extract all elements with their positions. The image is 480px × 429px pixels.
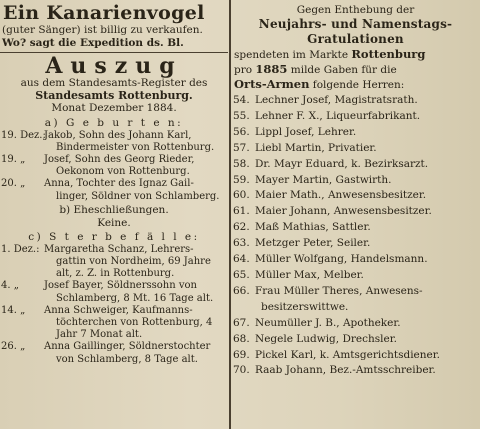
donor-number: 61. [233, 205, 250, 218]
donor-name: Dr. Mayr Eduard, k. Bezirksarzt. [255, 157, 429, 170]
donor-entry [233, 236, 478, 252]
donor-entry [233, 141, 478, 157]
death-entry-text: alt, z. Z. in Rottenburg. [56, 268, 175, 280]
deaths-list [0, 244, 228, 366]
classified-ad [0, 2, 228, 50]
death-entry-date: 14. „ [1, 304, 26, 316]
donor-number: 69. [233, 348, 250, 361]
birth-entry-text: Oekonom von Rottenburg. [56, 166, 190, 178]
donor-number: 57. [233, 141, 250, 154]
death-entry-date: 4. „ [1, 280, 19, 292]
donor-number: 65. [233, 268, 250, 281]
donor-name: Liebl Martin, Privatier. [255, 141, 377, 154]
birth-entry-date: 19. „ [1, 153, 26, 165]
right-column [233, 0, 478, 429]
donor-entry [233, 220, 478, 236]
donor-number: 58. [233, 157, 250, 170]
donor-name: Lehner F. X., Liqueurfabrikant. [255, 109, 421, 122]
birth-entry-text: Jakob, Sohn des Johann Karl, [44, 129, 192, 141]
donor-number: 59. [233, 173, 250, 186]
birth-entry-text: Anna, Tochter des Ignaz Gail- [44, 178, 194, 190]
marriages-heading: b) Eheschließungen. [59, 203, 169, 216]
intro-line-5-text-a: pro [234, 64, 256, 76]
donor-name: Lippl Josef, Lehrer. [255, 125, 357, 138]
donor-name: Müller Wolfgang, Handelsmann. [255, 253, 428, 266]
donor-name: Maier Math., Anwesensbesitzer. [255, 189, 427, 202]
death-entry-date: 1. Dez.: [1, 243, 40, 255]
donor-name: Negele Ludwig, Drechsler. [255, 332, 397, 345]
intro-line-2: Neujahrs- und Namenstags- [258, 17, 453, 31]
death-entry-text: Anna Gaillinger, Söldnerstochter [44, 341, 211, 353]
birth-entry-date: 19. Dez.: [1, 129, 46, 141]
donor-name: Müller Max, Melber. [255, 268, 364, 281]
donor-number: 68. [233, 332, 250, 345]
donor-number: 67. [233, 316, 250, 329]
death-entry-text: Schlamberg, 8 Mt. 16 Tage alt. [56, 292, 214, 304]
death-entry-text: töchterchen von Rottenburg, 4 [56, 316, 213, 328]
donor-entry [233, 188, 478, 204]
auszug-title: Auszug [45, 53, 183, 79]
intro-line-4 [233, 47, 478, 62]
births-heading: a) G e b u r t e n: [44, 116, 184, 129]
marriages-none: Keine. [97, 216, 131, 229]
death-entry [0, 341, 228, 365]
donor-entry [233, 204, 478, 220]
death-entry-text: Josef Bayer, Söldnerssohn von [44, 280, 197, 292]
donor-entry [233, 252, 478, 268]
donor-name: Mayer Martin, Gastwirth. [255, 173, 392, 186]
intro-line-5 [233, 62, 478, 77]
donor-number: 55. [233, 109, 250, 122]
donor-name: Maier Johann, Anwesensbesitzer. [255, 205, 432, 218]
donor-name: Raab Johann, Bez.-Amtsschreiber. [255, 364, 436, 377]
birth-entry [0, 154, 228, 178]
donor-number: 62. [233, 221, 250, 234]
deaths-heading: c) S t e r b e f ä l l e: [28, 230, 200, 243]
intro-line-6-text: folgende Herren: [309, 79, 405, 91]
auszug-line-2: Standesamts Rottenburg. [35, 88, 193, 102]
intro-line-6-bold: Orts-Armen [234, 77, 310, 91]
donor-number: 64. [233, 253, 250, 266]
donor-entry [233, 93, 478, 109]
donor-entry [233, 284, 478, 300]
birth-entry-text: linger, Söldner von Schlamberg. [56, 190, 220, 202]
auszug-line-1: aus dem Standesamts-Register des [20, 77, 208, 89]
death-entry-text: Jahr 7 Monat alt. [56, 329, 143, 341]
donor-entry [233, 157, 478, 173]
donor-entry [233, 363, 478, 379]
intro-line-3: Gratulationen [307, 32, 404, 46]
birth-entry-text: Josef, Sohn des Georg Rieder, [44, 153, 195, 165]
donor-number: 63. [233, 237, 250, 250]
donor-name: Maß Mathias, Sattler. [255, 221, 371, 234]
death-entry-text: Margaretha Schanz, Lehrers- [44, 243, 194, 255]
donor-number: 60. [233, 189, 250, 202]
donor-name: Lechner Josef, Magistratsrath. [255, 94, 418, 106]
left-column [0, 0, 228, 429]
intro-line-4-place: Rottenburg [351, 47, 426, 61]
intro-line-4-text: spendeten im Markte [234, 49, 352, 61]
donor-list [233, 93, 478, 379]
birth-entry [0, 178, 228, 202]
donor-name: Metzger Peter, Seiler. [255, 237, 371, 250]
birth-entry [0, 130, 228, 154]
donor-entry [233, 173, 478, 189]
donor-name: Pickel Karl, k. Amtsgerichtsdiener. [255, 348, 440, 361]
death-entry [0, 305, 228, 342]
donor-entry [233, 125, 478, 141]
ad-title: Ein Kanarienvogel [3, 2, 205, 24]
intro-line-5-text-b: milde Gaben für die [287, 64, 397, 76]
death-entry-text: Anna Schweiger, Kaufmanns- [44, 304, 193, 316]
birth-entry-text: Bindermeister von Rottenburg. [56, 141, 215, 153]
death-entry-date: 26. „ [1, 341, 26, 353]
death-entry-text: von Schlamberg, 8 Tage alt. [56, 353, 198, 365]
donor-entry [233, 316, 478, 332]
births-list [0, 130, 228, 203]
death-entry [0, 244, 228, 281]
donor-entry [233, 332, 478, 348]
ad-line-2: Wo? sagt die Expedition ds. Bl. [2, 37, 184, 49]
donor-entry [233, 348, 478, 364]
donor-entry [233, 109, 478, 125]
auszug-section [0, 55, 228, 366]
intro-line-1: Gegen Enthebung der [296, 4, 415, 16]
donor-name: Frau Müller Theres, Anwesens- [255, 284, 423, 297]
death-entry [0, 280, 228, 304]
intro-line-6 [233, 77, 478, 92]
birth-entry-date: 20. „ [1, 178, 26, 190]
column-divider [229, 0, 231, 429]
donor-number: 66. [233, 284, 250, 297]
intro-line-5-year: 1885 [255, 62, 288, 76]
donor-number: 56. [233, 125, 250, 138]
donor-number: 70. [233, 364, 250, 377]
donor-name: Neumüller J. B., Apotheker. [255, 316, 401, 329]
death-entry-text: gattin von Nordheim, 69 Jahre [56, 255, 211, 267]
donor-number: 54. [233, 94, 250, 106]
donor-entry-continuation: besitzerswittwe. [261, 300, 349, 313]
donor-entry [233, 268, 478, 284]
auszug-line-3: Monat Dezember 1884. [51, 102, 177, 114]
ad-line-1: (guter Sänger) ist billig zu verkaufen. [2, 24, 203, 36]
